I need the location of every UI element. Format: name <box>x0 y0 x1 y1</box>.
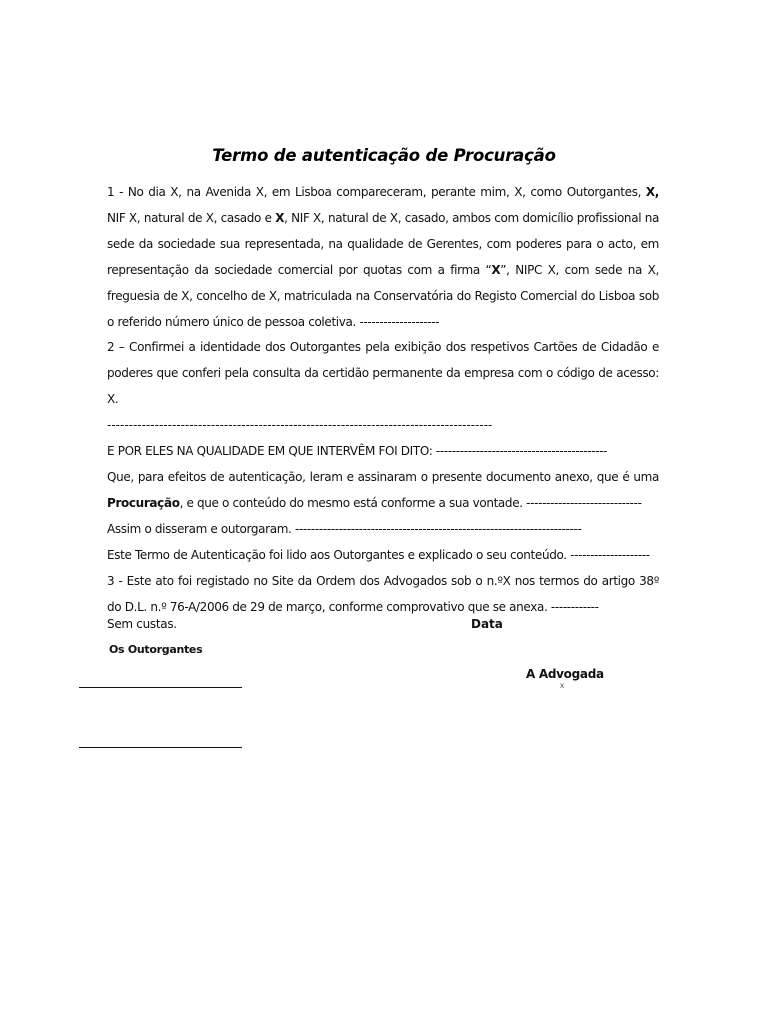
signature-line-2 <box>79 747 242 748</box>
document-title: Termo de autenticação de Procuração <box>212 146 556 165</box>
paragraph-4-part-b: Procuração <box>107 495 180 510</box>
document-body <box>107 180 659 620</box>
paragraph-6: Este Termo de Autenticação foi lido aos Outorgantes e explicado o seu conteúdo. -------------------- <box>107 547 650 562</box>
signature-line-1 <box>79 687 242 688</box>
paragraph-1-part-d: X <box>275 210 285 225</box>
paragraph-1 <box>107 180 659 335</box>
paragraph-1-part-c: NIF X, natural de X, casado e <box>107 210 276 225</box>
paragraph-4-part-c: , e que o conteúdo do mesmo está conforme a sua vontade. ----------------------------- <box>179 495 642 510</box>
paragraph-1-part-b: X, <box>645 185 659 199</box>
paragraph-4-part-a: Que, para efeitos de autenticação, leram e assinaram o presente documento anexo, que é uma <box>107 469 659 484</box>
paragraph-7: 3 - Este ato foi registado no Site da Ordem dos Advogados sob o n.ºX nos termos do artigo 38º do D.L. n.º 76-A/2006 de 29 de março, conforme comprovativo que se anexa. ------------ <box>107 573 659 614</box>
paragraph-5: Assim o disseram e outorgaram. ------------------------------------------------------------------------ <box>107 521 582 536</box>
paragraph-2-text: 2 – Confirmei a identidade dos Outorgantes pela exibição dos respetivos Cartões de Cidadão e poderes que conferi pela consulta da certidão permanente da empresa com o código de acesso: X. <box>107 340 659 407</box>
paragraph-2-dashes: ----------------------------------------------------------------------------------------- <box>107 418 493 433</box>
outorgantes-label: Os Outorgantes <box>109 643 203 656</box>
data-label: Data <box>471 617 503 631</box>
sem-custas-label: Sem custas. <box>107 617 177 631</box>
advogada-label: A Advogada <box>526 667 604 681</box>
paragraph-1-part-e: , NIF X, natural de X, casado, ambos com domicílio profissional na sede da sociedade sua representada, na qualidade de Gerentes, com poderes para o acto, em representação da sociedade comercial por quotas com a firma “ <box>107 210 660 277</box>
paragraph-2 <box>107 335 659 439</box>
paragraph-1-part-f: X <box>491 262 501 277</box>
paragraph-3: E POR ELES NA QUALIDADE EM QUE INTERVÊM FOI DITO: ------------------------------------------- <box>107 444 608 459</box>
paragraph-1-part-a: 1 - No dia X, na Avenida X, em Lisboa compareceram, perante mim, X, como Outorgantes, <box>107 185 646 199</box>
advogada-name: X <box>560 683 565 690</box>
paragraph-1-part-g: ”, NIPC X, com sede na X, freguesia de X, concelho de X, matriculada na Conservatória do Registo Comercial do Lisboa sob o referido número único de pessoa coletiva. -------------------- <box>107 262 659 329</box>
paragraph-4 <box>107 465 659 517</box>
